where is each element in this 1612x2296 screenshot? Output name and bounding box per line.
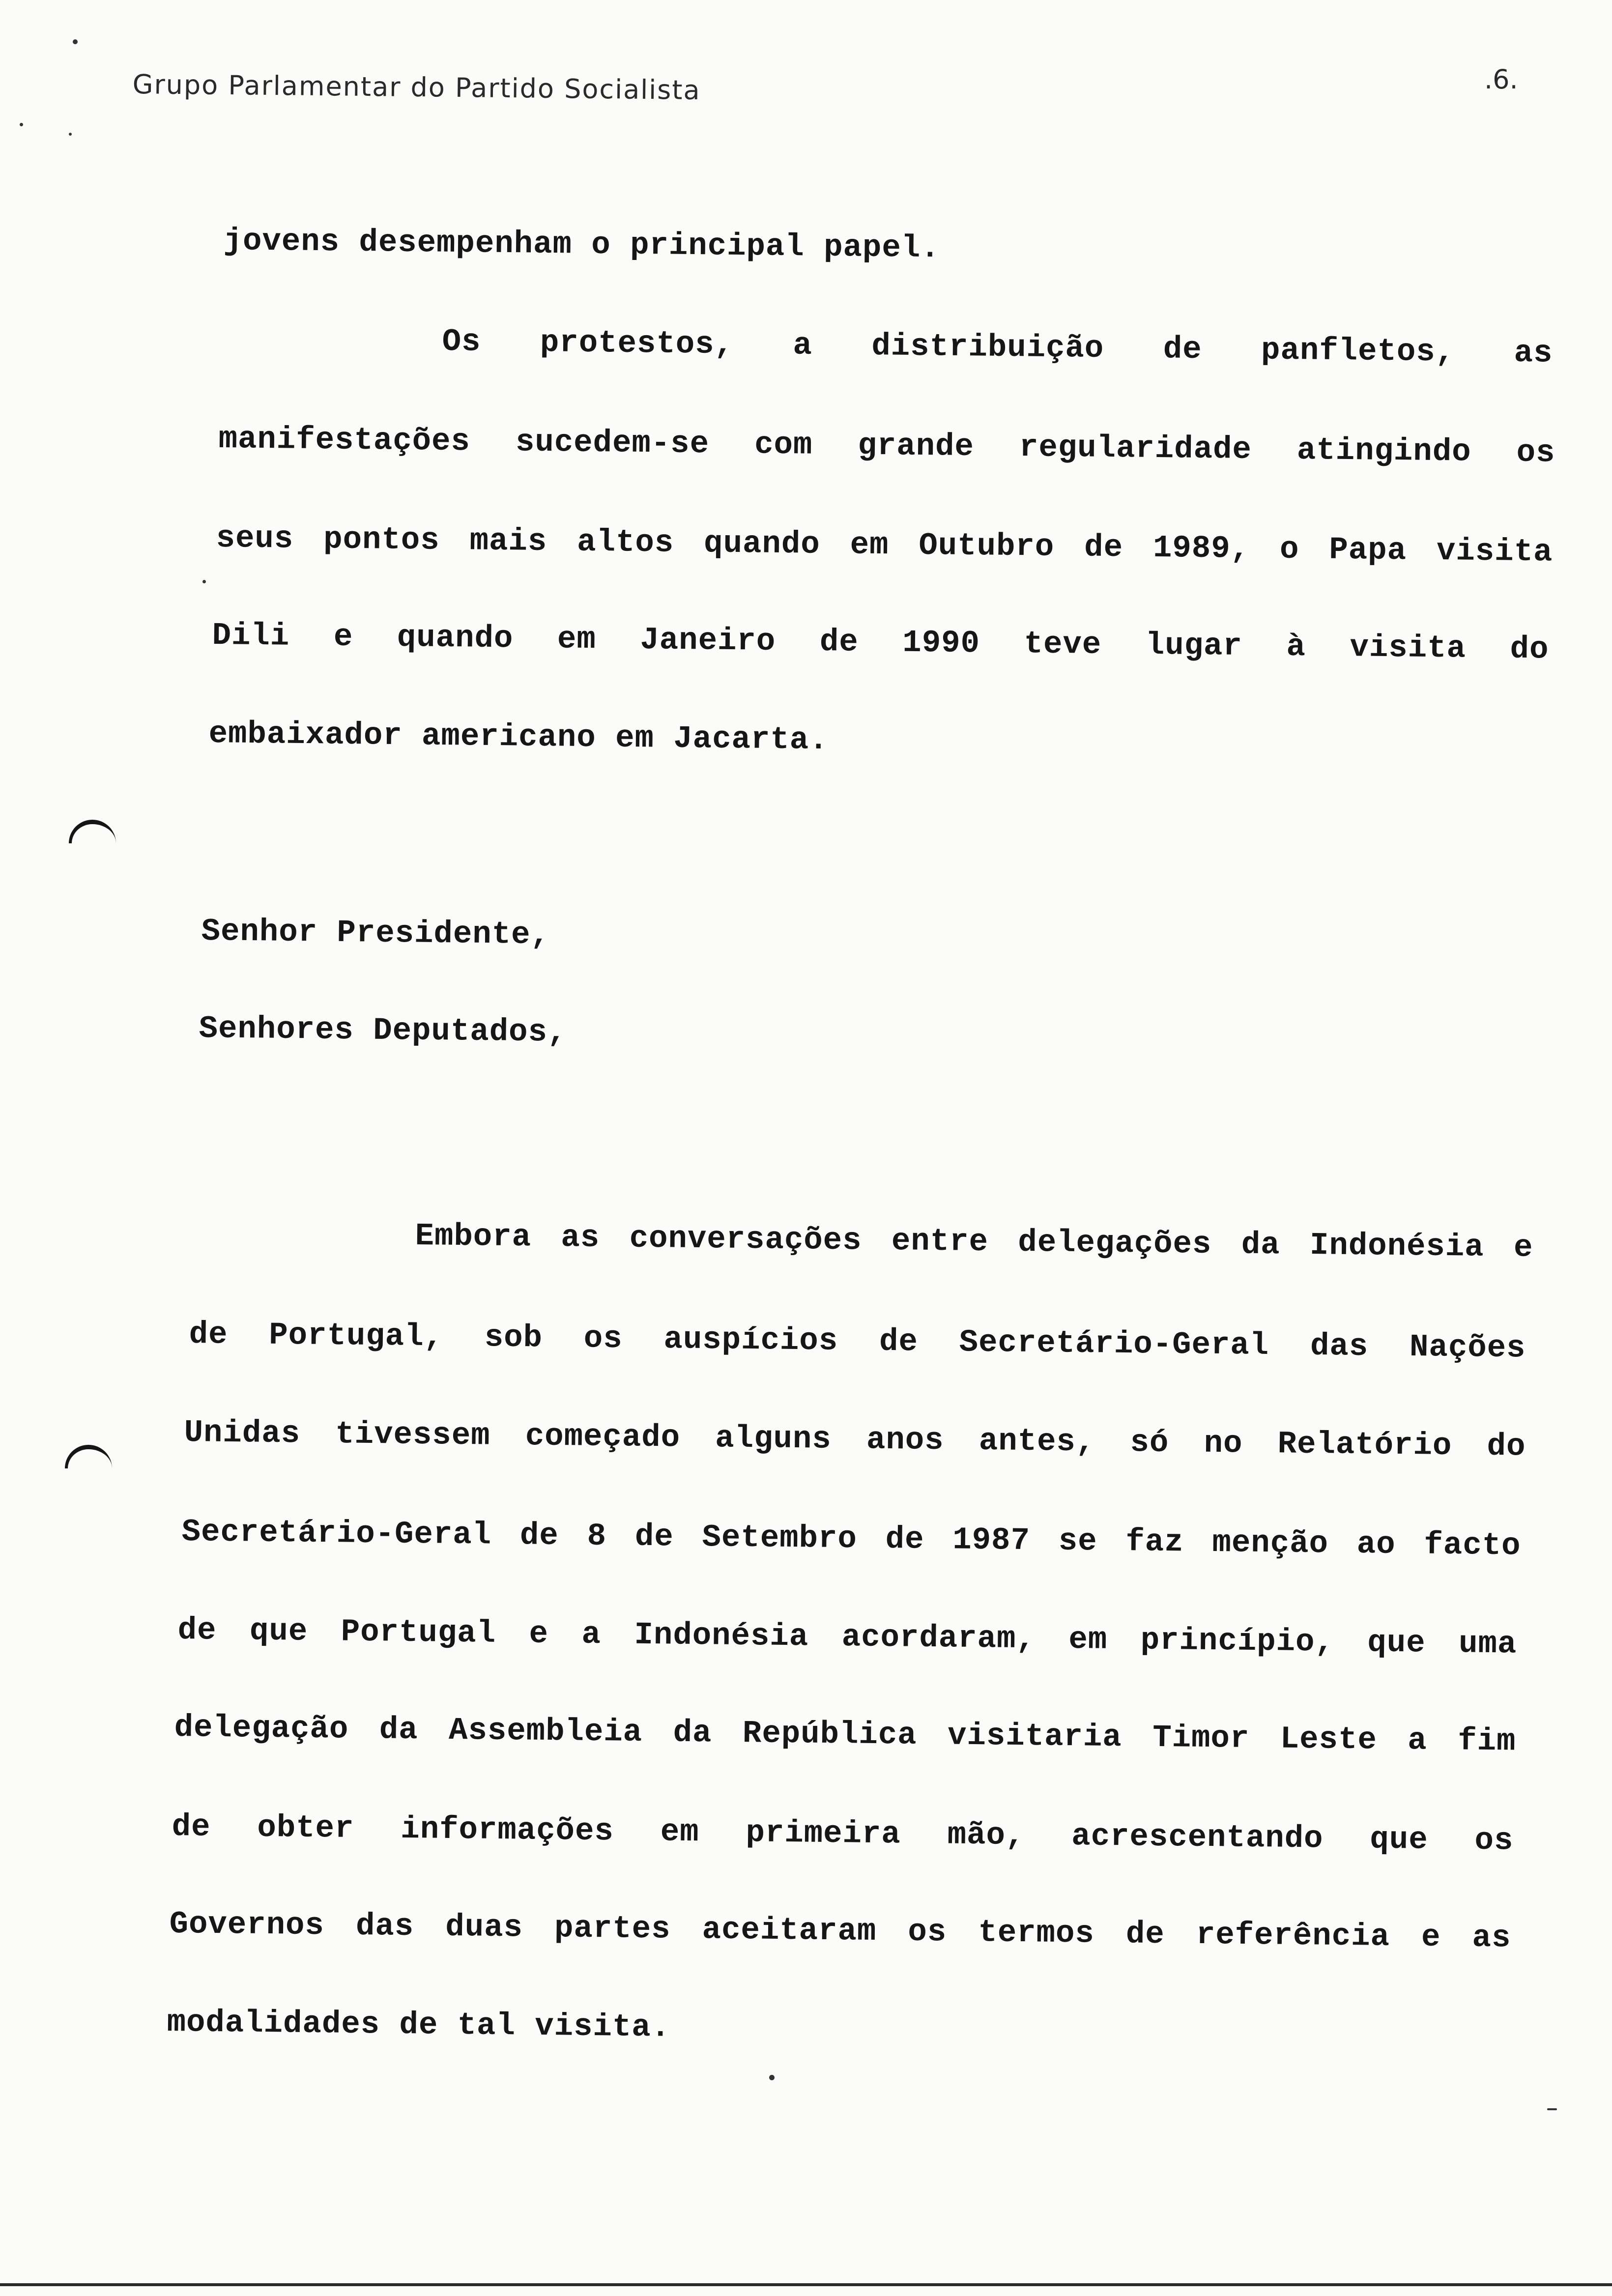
word: e	[1421, 1920, 1441, 1956]
word: República	[742, 1716, 917, 1753]
word: de	[1163, 332, 1202, 368]
word: em	[660, 1814, 699, 1851]
word: das	[355, 1908, 414, 1945]
punch-hole-mark	[69, 820, 116, 843]
scan-speck	[73, 39, 78, 44]
word: os	[1474, 1823, 1514, 1859]
body-line	[442, 324, 1553, 372]
word: Os	[442, 324, 481, 360]
word: delegações	[1017, 1225, 1212, 1263]
word: teve	[1024, 627, 1102, 663]
word: mais	[469, 523, 547, 560]
word: Indonésia	[634, 1617, 809, 1655]
word: auspícios	[663, 1322, 838, 1359]
body-line: embaixador americano em Jacarta.	[208, 717, 829, 759]
word: de	[1084, 530, 1123, 566]
scan-speck	[202, 580, 206, 583]
word: de	[885, 1521, 924, 1558]
word: Unidas	[184, 1415, 301, 1452]
body-line	[169, 1907, 1511, 1956]
word: referência	[1196, 1917, 1390, 1955]
word: o	[1279, 532, 1299, 568]
word: no	[1204, 1426, 1243, 1462]
word: sucedem-se	[515, 425, 710, 462]
word: princípio,	[1140, 1623, 1335, 1661]
word: visitaria	[947, 1718, 1123, 1756]
word: que	[1367, 1625, 1426, 1662]
word: de	[634, 1519, 674, 1555]
word: e	[1513, 1230, 1533, 1266]
word: de	[819, 624, 859, 660]
word: em	[557, 622, 597, 658]
body-line	[174, 1710, 1516, 1760]
word: de	[177, 1613, 217, 1649]
word: sob	[484, 1320, 543, 1356]
word: regularidade	[1019, 430, 1252, 468]
word: atingindo	[1296, 432, 1471, 470]
word: termos	[978, 1915, 1095, 1952]
word: Indonésia	[1309, 1228, 1485, 1265]
body-line	[181, 1515, 1521, 1564]
body-line	[172, 1809, 1514, 1859]
word: Papa	[1329, 532, 1407, 569]
word: com	[754, 427, 813, 463]
word: de	[879, 1324, 919, 1360]
word: facto	[1424, 1527, 1521, 1564]
word: Dili	[212, 618, 290, 655]
scan-bottom-edge	[0, 2283, 1612, 2286]
word: da	[673, 1715, 712, 1751]
word: lugar	[1145, 628, 1243, 664]
body-line: modalidades de tal visita.	[167, 2005, 671, 2046]
body-line	[216, 521, 1553, 570]
word: Portugal	[341, 1614, 496, 1652]
word: as	[1472, 1920, 1511, 1956]
word: e	[333, 619, 353, 655]
word: distribuição	[871, 329, 1104, 367]
scan-speck	[69, 133, 72, 136]
word: Timor	[1152, 1720, 1250, 1757]
word: delegação	[174, 1710, 349, 1748]
word: anos	[866, 1422, 944, 1459]
word: do	[1487, 1429, 1526, 1465]
word: Assembleia	[448, 1713, 643, 1751]
word: só	[1130, 1425, 1169, 1461]
word: 1987	[952, 1522, 1031, 1559]
word: da	[1241, 1227, 1280, 1263]
word: Secretário-Geral	[959, 1325, 1269, 1364]
header-organization: Grupo Parlamentar do Partido Socialista	[132, 69, 701, 106]
word: da	[379, 1712, 418, 1749]
word: se	[1058, 1523, 1097, 1560]
word: antes,	[979, 1423, 1095, 1461]
word: visita	[1350, 630, 1467, 667]
word: das	[1310, 1328, 1369, 1365]
word: acrescentando	[1071, 1819, 1324, 1857]
word: primeira	[746, 1815, 901, 1853]
body-line	[212, 618, 1549, 667]
page-number: .6.	[1484, 64, 1518, 95]
salutation-line: Senhor Presidente,	[201, 914, 550, 953]
word: grande	[858, 428, 975, 465]
word: que	[249, 1613, 308, 1650]
punch-hole-mark	[65, 1445, 112, 1468]
word: protestos,	[540, 325, 734, 363]
word: Leste	[1280, 1722, 1378, 1758]
word: em	[850, 527, 889, 564]
scan-speck	[769, 2075, 775, 2080]
word: entre	[891, 1224, 989, 1261]
word: a	[793, 328, 813, 364]
word: Embora	[415, 1219, 532, 1256]
word: de	[519, 1518, 559, 1554]
word: acordaram,	[841, 1620, 1036, 1658]
word: os	[1516, 435, 1555, 471]
body-line	[415, 1219, 1533, 1266]
word: mão,	[947, 1817, 1025, 1854]
word: Janeiro	[640, 623, 776, 660]
scan-speck	[20, 123, 23, 126]
word: alguns	[715, 1421, 832, 1458]
word: partes	[554, 1911, 671, 1948]
word: seus	[216, 521, 294, 557]
word: quando	[703, 526, 821, 563]
word: Setembro	[702, 1520, 858, 1557]
word: do	[1510, 631, 1549, 668]
word: pontos	[323, 522, 440, 559]
word: Portugal,	[268, 1318, 444, 1355]
word: Relatório	[1277, 1427, 1452, 1464]
word: as	[561, 1220, 600, 1256]
word: aceitaram	[702, 1912, 877, 1950]
word: faz	[1125, 1524, 1184, 1561]
body-line	[218, 422, 1555, 471]
word: conversações	[629, 1221, 862, 1259]
word: os	[583, 1321, 623, 1357]
word: começado	[525, 1419, 681, 1456]
word: informações	[400, 1811, 614, 1850]
word: manifestações	[218, 422, 471, 460]
word: 1989,	[1152, 530, 1250, 568]
word: de	[189, 1317, 228, 1353]
word: ao	[1356, 1527, 1396, 1563]
word: Governos	[169, 1907, 325, 1944]
body-line: jovens desempenham o principal papel.	[223, 224, 940, 267]
word: 1990	[902, 625, 980, 662]
body-line	[189, 1317, 1526, 1366]
word: e	[529, 1616, 549, 1652]
word: a	[581, 1617, 602, 1653]
word: os	[908, 1914, 947, 1951]
word: duas	[445, 1909, 523, 1946]
word: uma	[1458, 1626, 1517, 1663]
word: quando	[397, 620, 514, 657]
word: obter	[257, 1810, 354, 1847]
body-line	[177, 1613, 1517, 1663]
word: Nações	[1409, 1330, 1526, 1367]
word: a	[1407, 1723, 1428, 1759]
word: altos	[576, 524, 674, 561]
word: menção	[1212, 1525, 1329, 1562]
word: tivessem	[335, 1417, 490, 1454]
body-line	[184, 1415, 1526, 1465]
word: as	[1514, 335, 1553, 372]
word: Outubro	[919, 528, 1055, 565]
word: à	[1286, 629, 1306, 665]
word: panfletos,	[1261, 333, 1455, 371]
word: em	[1068, 1622, 1108, 1658]
scan-speck	[1547, 2108, 1557, 2110]
word: de	[172, 1809, 211, 1845]
word: visita	[1436, 534, 1553, 571]
word: 8	[587, 1519, 607, 1555]
word: de	[1125, 1917, 1165, 1953]
word: Secretário-Geral	[181, 1515, 492, 1553]
salutation-line: Senhores Deputados,	[199, 1011, 567, 1051]
word: que	[1370, 1822, 1429, 1858]
word: fim	[1457, 1723, 1516, 1760]
